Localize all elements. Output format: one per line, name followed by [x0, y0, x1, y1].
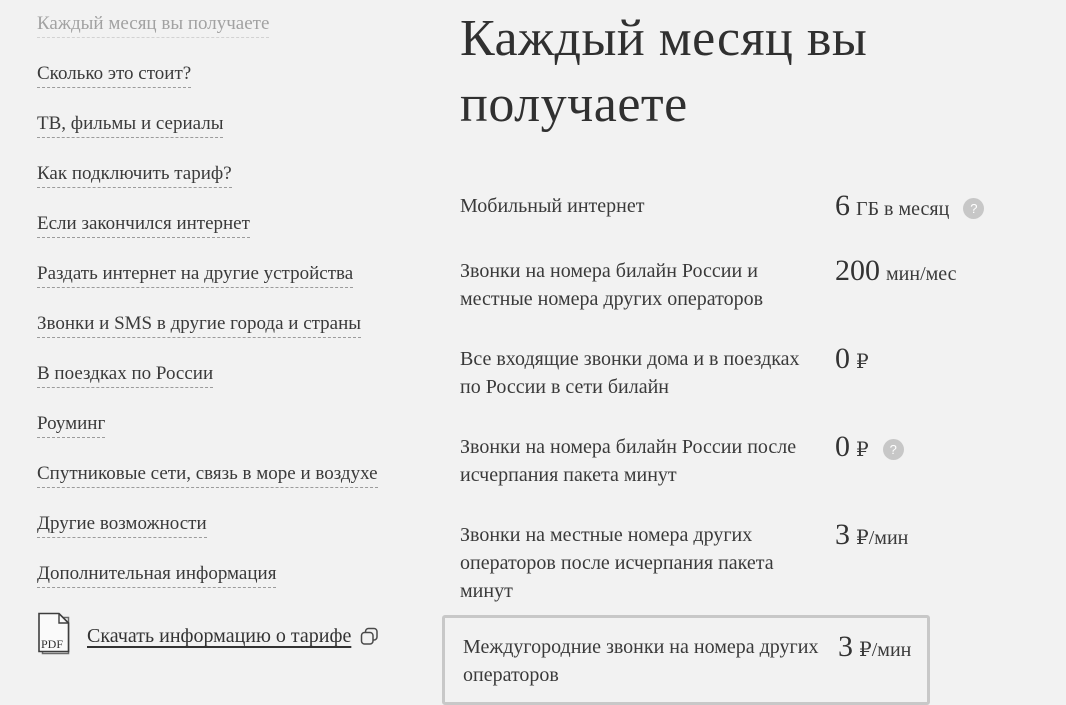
- value-number: 6: [835, 189, 850, 222]
- tariff-row-value: [835, 189, 984, 225]
- sidebar-item-monthly: [37, 12, 437, 37]
- tariff-row-value: [838, 630, 927, 666]
- value-unit: мин/мес: [886, 263, 957, 285]
- tariff-row-label: Звонки на местные номера других операторов после исчерпания пакета минут: [460, 524, 774, 602]
- download-tariff-link[interactable]: Скачать информацию о тарифе: [87, 625, 352, 647]
- help-icon[interactable]: ?: [883, 439, 904, 460]
- value-unit: ₽/мин: [859, 639, 912, 661]
- value-unit: ₽/мин: [856, 527, 909, 549]
- tariff-sections-nav: [37, 12, 437, 661]
- sidebar-item-calls-sms: [37, 312, 437, 337]
- sidebar-link-monthly[interactable]: Каждый месяц вы получаете: [37, 13, 269, 38]
- sidebar-link-other[interactable]: Другие возможности: [37, 513, 207, 538]
- sidebar-item-tv: [37, 112, 437, 137]
- tariff-row-value: [835, 342, 930, 378]
- value-number: 0: [835, 430, 850, 463]
- sidebar-item-internet-out: [37, 212, 437, 237]
- pdf-file-icon[interactable]: [37, 612, 71, 661]
- sidebar-link-connect[interactable]: Как подключить тариф?: [37, 163, 232, 188]
- table-row-intercity-calls: [463, 630, 927, 689]
- sidebar-item-roaming: [37, 412, 437, 437]
- value-unit: ₽: [856, 351, 869, 373]
- tariff-row-value: [835, 518, 930, 554]
- sidebar-link-cost[interactable]: Сколько это стоит?: [37, 63, 191, 88]
- sidebar-link-satellite[interactable]: Спутниковые сети, связь в море и воздухе: [37, 463, 378, 488]
- table-row-calls-package: [460, 254, 957, 313]
- highlighted-row-box: [442, 615, 930, 705]
- sidebar-link-share-internet[interactable]: Раздать интернет на другие устройства: [37, 263, 353, 288]
- sidebar-link-roaming[interactable]: Роуминг: [37, 413, 105, 438]
- tariff-row-label: Мобильный интернет: [460, 195, 645, 217]
- table-row-incoming-calls: [460, 342, 930, 401]
- value-number: 3: [835, 518, 850, 551]
- sidebar-item-additional: [37, 562, 437, 587]
- table-row-local-after-package: [460, 518, 930, 605]
- sidebar-link-calls-sms[interactable]: Звонки и SMS в другие города и страны: [37, 313, 361, 338]
- tariff-row-label: Звонки на номера билайн России после исчерпания пакета минут: [460, 436, 797, 486]
- sidebar-item-satellite: [37, 462, 437, 487]
- sidebar-item-connect: [37, 162, 437, 187]
- page-title: Каждый месяц вы получаете: [460, 10, 868, 133]
- sidebar-item-share-internet: [37, 262, 437, 287]
- sidebar-link-tv[interactable]: ТВ, фильмы и сериалы: [37, 113, 223, 138]
- tariff-rows: [460, 189, 978, 705]
- download-tariff-row: [37, 612, 437, 661]
- table-row-mobile-internet: [460, 189, 978, 225]
- copy-icon[interactable]: [360, 627, 379, 651]
- value-number: 3: [838, 630, 853, 663]
- tariff-row-label: Все входящие звонки дома и в поездках по России в сети билайн: [460, 348, 800, 398]
- sidebar-item-cost: [37, 62, 437, 87]
- sidebar-item-other: [37, 512, 437, 537]
- value-number: 0: [835, 342, 850, 375]
- tariff-monthly-section: [460, 6, 978, 705]
- pdf-icon-label: PDF: [41, 637, 64, 651]
- table-row-beeline-after-package: [460, 430, 930, 489]
- sidebar-link-internet-out[interactable]: Если закончился интернет: [37, 213, 250, 238]
- tariff-row-label: Междугородние звонки на номера других операторов: [463, 636, 819, 686]
- tariff-row-value: [835, 430, 930, 466]
- value-unit: ₽: [856, 439, 869, 461]
- sidebar-item-trips-russia: [37, 362, 437, 387]
- help-icon[interactable]: ?: [963, 198, 984, 219]
- tariff-row-value: [835, 254, 957, 290]
- tariff-row-label: Звонки на номера билайн России и местные номера других операторов: [460, 260, 764, 310]
- value-number: 200: [835, 254, 880, 287]
- sidebar-link-trips-russia[interactable]: В поездках по России: [37, 363, 213, 388]
- sidebar-link-additional[interactable]: Дополнительная информация: [37, 563, 276, 588]
- value-unit: ГБ в месяц: [856, 198, 950, 220]
